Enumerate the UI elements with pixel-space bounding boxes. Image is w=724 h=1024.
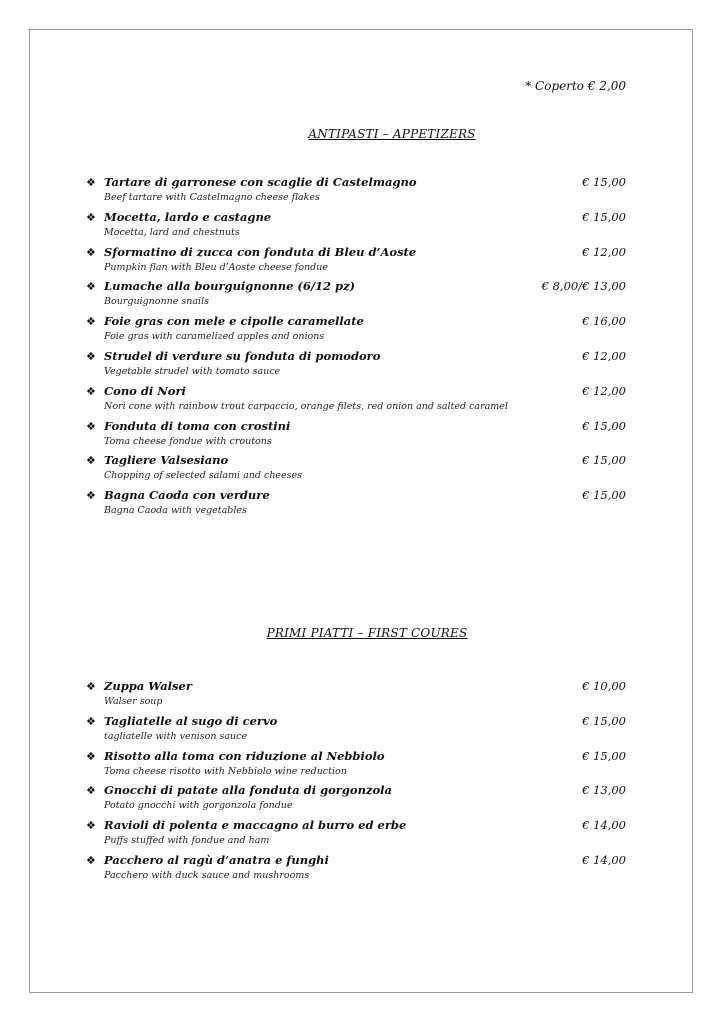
dish-description: Potato gnocchi with gorgonzola fondue <box>104 800 293 812</box>
dish-name: Tartare di garronese con scaglie di Castelmagno <box>104 175 417 189</box>
dish-name: Tagliatelle al sugo di cervo <box>104 713 278 728</box>
diamond-bullet-icon: ❖ <box>86 454 96 468</box>
dish-name: Tagliere Valsesiano <box>104 453 229 468</box>
diamond-bullet-icon: ❖ <box>86 315 96 329</box>
diamond-bullet-icon: ❖ <box>86 714 96 728</box>
dish-price: € 12,00 <box>582 244 626 259</box>
menu-item <box>86 418 626 453</box>
dish-description: Toma cheese risotto with Nebbiolo wine reduction <box>104 765 347 777</box>
diamond-bullet-icon: ❖ <box>86 819 96 833</box>
dish-name: Foie gras con mele e cipolle caramellate <box>104 314 364 329</box>
diamond-bullet-icon: ❖ <box>86 489 96 503</box>
menu-item <box>86 278 626 313</box>
dish-name: Strudel di verdure su fonduta di pomodoro <box>104 348 381 363</box>
dish-price: € 8,00/€ 13,00 <box>541 279 626 294</box>
dish-price: € 13,00 <box>582 783 626 798</box>
diamond-bullet-icon: ❖ <box>86 784 96 798</box>
dish-description: Puffs stuffed with fondue and ham <box>104 835 270 847</box>
diamond-bullet-icon: ❖ <box>86 384 96 398</box>
antipasti-heading: ANTIPASTI – APPETIZERS <box>308 127 476 141</box>
dish-price: € 15,00 <box>582 713 626 728</box>
diamond-bullet-icon: ❖ <box>86 280 96 294</box>
dish-name: Lumache alla bourguignonne (6/12 pz) <box>104 279 356 294</box>
dish-name: Bagna Caoda con verdure <box>104 488 270 503</box>
diamond-bullet-icon: ❖ <box>86 245 96 259</box>
menu-item <box>86 452 626 487</box>
dish-name: Zuppa Walser <box>104 679 192 693</box>
dish-description: Bourguignonne snails <box>104 296 210 308</box>
dish-price: € 15,00 <box>582 453 626 468</box>
cover-charge: * Coperto € 2,00 <box>525 79 626 93</box>
dish-price: € 14,00 <box>582 818 626 833</box>
menu-item <box>86 487 626 522</box>
dish-name: Sformatino di zucca con fonduta di Bleu d’Aoste <box>104 244 417 259</box>
dish-name: Cono di Nori <box>104 383 186 398</box>
menu-item <box>86 209 626 244</box>
diamond-bullet-icon: ❖ <box>86 419 96 433</box>
antipasti-list <box>86 174 626 522</box>
dish-name: Ravioli di polenta e maccagno al burro ed erbe <box>104 818 407 833</box>
primi-heading: PRIMI PIATTI – FIRST COURES <box>266 626 468 640</box>
dish-description: Mocetta, lard and chestnuts <box>104 226 240 238</box>
dish-price: € 10,00 <box>582 679 626 693</box>
menu-item <box>86 713 626 748</box>
dish-price: € 15,00 <box>582 748 626 763</box>
menu-item <box>86 313 626 348</box>
dish-price: € 15,00 <box>582 209 626 224</box>
menu-item <box>86 748 626 783</box>
dish-description: tagliatelle with venison sauce <box>104 730 248 742</box>
dish-description: Pumpkin flan with Bleu d’Aoste cheese fondue <box>104 261 328 273</box>
dish-price: € 12,00 <box>582 348 626 363</box>
dish-name: Risotto alla toma con riduzione al Nebbiolo <box>104 748 385 763</box>
dish-description: Walser soup <box>104 696 163 707</box>
menu-item <box>86 348 626 383</box>
diamond-bullet-icon: ❖ <box>86 176 96 189</box>
dish-name: Mocetta, lardo e castagne <box>104 209 272 224</box>
dish-description: Foie gras with caramelized apples and onions <box>104 331 325 343</box>
menu-item <box>86 817 626 852</box>
diamond-bullet-icon: ❖ <box>86 680 96 693</box>
menu-item <box>86 383 626 418</box>
diamond-bullet-icon: ❖ <box>86 749 96 763</box>
dish-description: Toma cheese fondue with croutons <box>104 435 272 447</box>
dish-description: Vegetable strudel with tomato sauce <box>104 365 281 377</box>
dish-price: € 14,00 <box>582 852 626 867</box>
menu-item <box>86 782 626 817</box>
dish-description: Beef tartare with Castelmagno cheese flakes <box>104 192 320 203</box>
dish-description: Bagna Caoda with vegetables <box>104 505 247 517</box>
menu-item <box>86 174 626 209</box>
dish-price: € 16,00 <box>582 314 626 329</box>
dish-description: Nori cone with rainbow trout carpaccio, orange filets, red onion and salted caramel <box>104 400 508 412</box>
dish-price: € 15,00 <box>582 488 626 503</box>
dish-name: Fonduta di toma con crostini <box>104 418 291 433</box>
dish-name: Pacchero al ragù d’anatra e funghi <box>104 852 329 867</box>
dish-description: Pacchero with duck sauce and mushrooms <box>104 869 310 881</box>
menu-item <box>86 244 626 279</box>
primi-list <box>86 678 626 887</box>
dish-price: € 15,00 <box>582 175 626 189</box>
dish-name: Gnocchi di patate alla fonduta di gorgonzola <box>104 783 392 798</box>
diamond-bullet-icon: ❖ <box>86 349 96 363</box>
diamond-bullet-icon: ❖ <box>86 210 96 224</box>
dish-price: € 12,00 <box>582 383 626 398</box>
menu-item <box>86 852 626 887</box>
diamond-bullet-icon: ❖ <box>86 853 96 867</box>
dish-description: Chopping of selected salami and cheeses <box>104 470 303 482</box>
dish-price: € 15,00 <box>582 418 626 433</box>
menu-item <box>86 678 626 713</box>
